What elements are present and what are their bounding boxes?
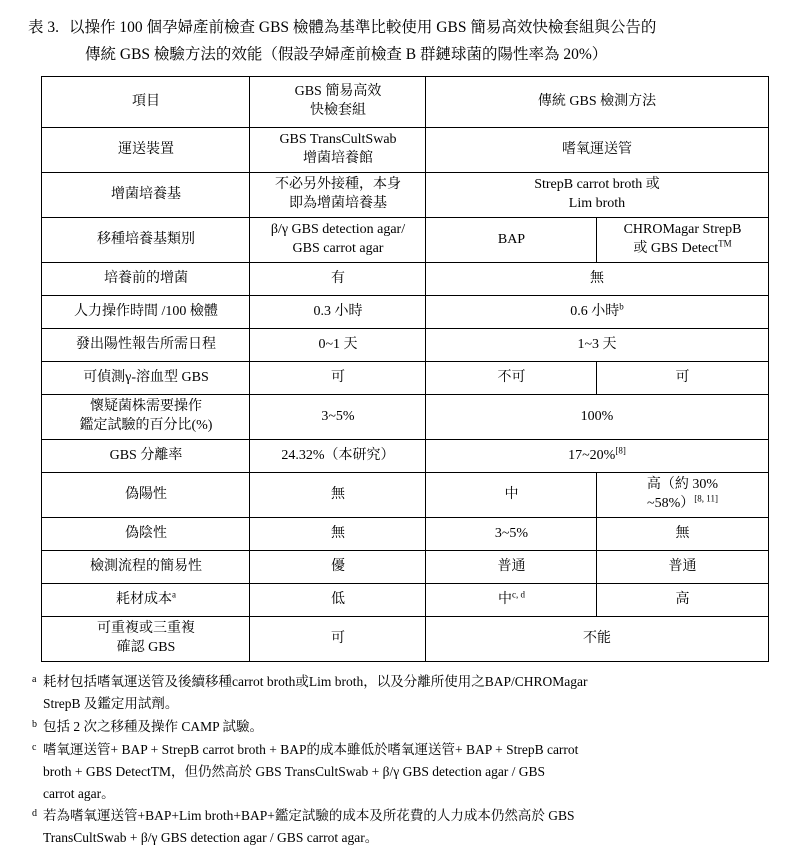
header-cell-traditional: 傳統 GBS 檢測方法 bbox=[426, 77, 768, 128]
footnote-body bbox=[43, 805, 780, 849]
superscript-tm: TM bbox=[718, 238, 732, 249]
row-label-report-turnaround: 發出陽性報告所需日程 bbox=[42, 329, 250, 362]
table-row bbox=[42, 296, 768, 329]
footnote-mark: b bbox=[32, 718, 37, 730]
cell-trad-a-subculture-medium: BAP bbox=[426, 218, 597, 263]
footnote-line: 若為嗜氧運送管+BAP+Lim broth+BAP+鑑定試驗的成本及所花費的人力成本仍然高於 GBS bbox=[43, 808, 575, 824]
cell-kit-pre-culture-enrichment: 有 bbox=[250, 263, 426, 296]
cell-text-with-sup: ~58%）[8, 11] bbox=[647, 493, 718, 512]
header-cell-kit bbox=[250, 77, 426, 128]
reference-ref-8: [8] bbox=[615, 445, 626, 456]
header-kit-line-1: GBS 簡易高效 bbox=[294, 84, 382, 100]
cell-trad-enrichment-medium bbox=[426, 173, 768, 218]
cell-trad-b-consumable-cost: 高 bbox=[597, 584, 768, 617]
cell-trad-transport-device: 嗜氧運送管 bbox=[426, 128, 768, 173]
cell-text: CHROMagar StrepB bbox=[623, 222, 742, 238]
footnote-d bbox=[32, 805, 780, 849]
row-label-gamma-hemolytic-detection: 可偵測γ-溶血型 GBS bbox=[42, 362, 250, 395]
cell-kit-gamma-hemolytic-detection: 可 bbox=[250, 362, 426, 395]
cell-text: 增菌培養館 bbox=[302, 151, 373, 167]
cell-text: 高（約 30% bbox=[646, 477, 719, 493]
cell-trad-b-false-negative: 無 bbox=[597, 518, 768, 551]
footnote-mark: a bbox=[32, 674, 37, 686]
row-label-consumable-cost: 耗材成本$^a$ bbox=[42, 584, 250, 617]
row-label-suspect-identification-percent bbox=[42, 395, 250, 440]
cell-text: GBS TransCultSwab bbox=[279, 132, 397, 148]
cell-kit-false-negative: 無 bbox=[250, 518, 426, 551]
cell-trad-b-gamma-hemolytic-detection: 可 bbox=[597, 362, 768, 395]
comparison-table bbox=[41, 76, 768, 662]
cell-trad-a-gamma-hemolytic-detection: 不可 bbox=[426, 362, 597, 395]
cell-kit-suspect-identification-percent: 3~5% bbox=[250, 395, 426, 440]
footnote-line: 嗜氧運送管+ BAP + StrepB carrot broth + BAP的成本雖低於嗜氧運送管+ BAP + StrepB carrot bbox=[43, 741, 579, 757]
cell-kit-subculture-medium bbox=[250, 218, 426, 263]
cell-trad-a-false-positive: 中 bbox=[426, 473, 597, 518]
cell-text: GBS carrot agar bbox=[292, 241, 384, 257]
row-label-enrichment-medium: 增菌培養基 bbox=[42, 173, 250, 218]
table-caption-label: 表 3. bbox=[28, 19, 60, 36]
cell-trad-a-consumable-cost: 中$^{c, d}$ bbox=[426, 584, 597, 617]
footnote-c bbox=[32, 739, 780, 805]
footnote-ref-a: a bbox=[171, 589, 176, 600]
cell-text: 鑑定試驗的百分比(%) bbox=[79, 418, 213, 434]
table-row bbox=[42, 173, 768, 218]
cell-trad-a-false-negative: 3~5% bbox=[426, 518, 597, 551]
footnote-line: carrot agar。 bbox=[43, 785, 115, 801]
cell-kit-duplicate-triplicate-confirmation: 可 bbox=[250, 617, 426, 662]
table-row bbox=[42, 329, 768, 362]
cell-text: β/γ GBS detection agar/ bbox=[270, 222, 406, 238]
cell-trad-pre-culture-enrichment: 無 bbox=[426, 263, 768, 296]
cell-kit-enrichment-medium bbox=[250, 173, 426, 218]
table-row bbox=[42, 362, 768, 395]
cell-trad-isolation-rate: 17~20%[8] bbox=[426, 440, 768, 473]
cell-trad-a-workflow-simplicity: 普通 bbox=[426, 551, 597, 584]
footnote-body bbox=[43, 671, 780, 715]
table-row bbox=[42, 473, 768, 518]
footnote-body bbox=[43, 716, 780, 738]
table-header-row bbox=[42, 77, 768, 128]
cell-kit-report-turnaround: 0~1 天 bbox=[250, 329, 426, 362]
table-row bbox=[42, 551, 768, 584]
table-caption-text bbox=[69, 14, 782, 68]
cell-trad-b-workflow-simplicity: 普通 bbox=[597, 551, 768, 584]
cell-kit-transport-device bbox=[250, 128, 426, 173]
row-label-subculture-medium: 移種培養基類別 bbox=[42, 218, 250, 263]
row-label-false-positive: 偽陽性 bbox=[42, 473, 250, 518]
cell-kit-workflow-simplicity: 優 bbox=[250, 551, 426, 584]
footnote-line: TransCultSwab + β/γ GBS detection agar / GBS carrot agar。 bbox=[43, 830, 379, 846]
header-cell-item: 項目 bbox=[42, 77, 250, 128]
row-label-labor-time: 人力操作時間 /100 檢體 bbox=[42, 296, 250, 329]
footnote-b bbox=[32, 716, 780, 738]
row-label-transport-device: 運送裝置 bbox=[42, 128, 250, 173]
cell-text: 不必另外接種，本身 bbox=[274, 177, 401, 193]
header-kit-line-2: 快檢套組 bbox=[309, 103, 366, 119]
cell-text: 懷疑菌株需要操作 bbox=[89, 399, 202, 415]
footnote-mark: d bbox=[32, 808, 37, 820]
caption-line-2: 傳統 GBS 檢驗方法的效能（假設孕婦產前檢查 B 群鏈球菌的陽性率為 20%） bbox=[85, 46, 608, 64]
cell-text-with-sup: 或 GBS Detect™ bbox=[633, 238, 732, 257]
cell-text: StrepB carrot broth 或 bbox=[534, 177, 660, 193]
cell-text: 即為增菌培養基 bbox=[288, 196, 387, 212]
footnote-ref-b: b bbox=[619, 301, 624, 312]
footnote-line: 耗材包括嗜氧運送管及後續移種carrot broth或Lim broth，以及分離所使用之BAP/CHROMagar bbox=[43, 674, 588, 690]
footnote-mark: c bbox=[32, 741, 37, 753]
cell-trad-b-subculture-medium bbox=[597, 218, 768, 263]
table-row bbox=[42, 518, 768, 551]
cell-text: Lim broth bbox=[568, 196, 626, 212]
table-row bbox=[42, 263, 768, 296]
table-caption bbox=[28, 14, 782, 68]
cell-kit-false-positive: 無 bbox=[250, 473, 426, 518]
cell-kit-consumable-cost: 低 bbox=[250, 584, 426, 617]
reference-ref-8-11: [8, 11] bbox=[694, 493, 718, 504]
caption-line-1: 以操作 100 個孕婦產前檢查 GBS 檢體為基準比較使用 GBS 簡易高效快檢套組與公告的 bbox=[69, 19, 657, 36]
table-row bbox=[42, 218, 768, 263]
cell-trad-report-turnaround: 1~3 天 bbox=[426, 329, 768, 362]
table-row bbox=[42, 440, 768, 473]
cell-trad-b-false-positive bbox=[597, 473, 768, 518]
table-row bbox=[42, 395, 768, 440]
cell-text: 可重複或三重複 bbox=[96, 621, 195, 637]
footnote-line: 包括 2 次之移種及操作 CAMP 試驗。 bbox=[43, 718, 264, 734]
footnote-a bbox=[32, 671, 780, 715]
cell-trad-labor-time: 0.6 小時$^b$ bbox=[426, 296, 768, 329]
row-label-pre-culture-enrichment: 培養前的增菌 bbox=[42, 263, 250, 296]
table-row bbox=[42, 128, 768, 173]
table-row bbox=[42, 617, 768, 662]
footnotes bbox=[32, 671, 780, 849]
row-label-workflow-simplicity: 檢測流程的簡易性 bbox=[42, 551, 250, 584]
footnote-body bbox=[43, 739, 780, 805]
row-label-isolation-rate: GBS 分離率 bbox=[42, 440, 250, 473]
cell-kit-isolation-rate: 24.32%（本研究） bbox=[250, 440, 426, 473]
cell-trad-suspect-identification-percent: 100% bbox=[426, 395, 768, 440]
row-label-false-negative: 偽陰性 bbox=[42, 518, 250, 551]
cell-trad-duplicate-triplicate-confirmation: 不能 bbox=[426, 617, 768, 662]
cell-kit-labor-time: 0.3 小時 bbox=[250, 296, 426, 329]
row-label-duplicate-triplicate-confirmation bbox=[42, 617, 250, 662]
footnote-line: broth + GBS DetectTM，但仍然高於 GBS TransCultSwab + β/γ GBS detection agar / GBS bbox=[43, 763, 546, 779]
footnote-line: StrepB 及鑑定用試劑。 bbox=[43, 696, 179, 712]
table-row bbox=[42, 584, 768, 617]
footnote-ref-cd: c, d bbox=[511, 589, 525, 600]
cell-text: 確認 GBS bbox=[116, 640, 176, 656]
